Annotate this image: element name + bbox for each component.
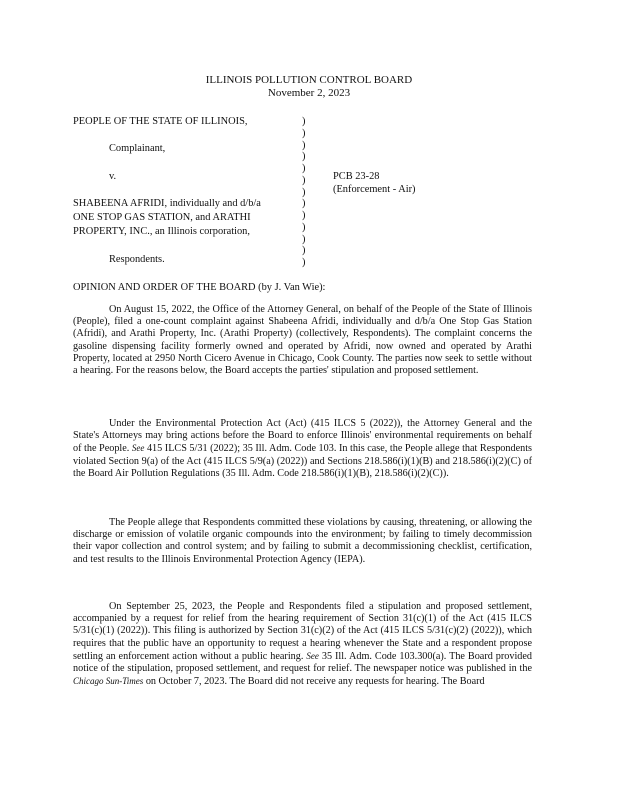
- paragraph-4-text-b: 35 Ill. Adm. Code 103.300(a). The Board provided notice of the stipulation, proposed settlement, and request for relief. The newspaper notice was published in the: [73, 650, 532, 675]
- caption-respondents: Respondents.: [109, 254, 165, 265]
- caption-people: PEOPLE OF THE STATE OF ILLINOIS,: [73, 116, 248, 127]
- opinion-heading: OPINION AND ORDER OF THE BOARD (by J. Van Wie):: [73, 282, 326, 293]
- paragraph-4-newspaper: Chicago Sun-Times: [73, 676, 144, 687]
- caption-complainant: Complainant,: [109, 143, 166, 154]
- opinion-date: November 2, 2023: [267, 87, 351, 99]
- paragraph-3-text: The People allege that Respondents committed these violations by causing, threatening, or allowing the discharge or emission of volatile organic compounds into the environment; by failing to timely decommission their vapor collection and control system; and by failing to submit a decommissioning checklist, certification, and test results to the Illinois Environmental Protection Agency (IEPA).: [73, 517, 532, 565]
- paragraph-1: [73, 304, 532, 377]
- case-number: PCB 23-28: [333, 171, 380, 182]
- paragraph-2-text-b: 415 ILCS 5/31 (2022); 35 Ill. Adm. Code 103. In this case, the People allege that Respondents violated Section 9(a) of the Act (415 ILCS 5/9(a) (2022)) and Sections 218.586(i)(1)(B) and 218.586(i)(2)(C) of the Board Air Pollution Regulations (35 Ill. Adm. Code 218.586(i)(1)(B), 218.586(i)(2)(C)).: [73, 443, 532, 479]
- paragraph-4-text-c: on October 7, 2023. The Board did not receive any requests for hearing. The Board: [145, 676, 485, 688]
- paragraph-2-text-a: Under the Environmental Protection Act (Act) (415 ILCS 5 (2022)), the Attorney General and the State's Attorneys may bring actions before the Board to enforce Illinois' environmental requirements on behalf of the People.: [73, 418, 532, 455]
- agency-title: ILLINOIS POLLUTION CONTROL BOARD: [205, 74, 413, 86]
- paragraph-3: [73, 517, 532, 566]
- paragraph-2: [73, 418, 532, 480]
- case-type: (Enforcement - Air): [333, 184, 416, 195]
- paragraph-4: [73, 601, 532, 688]
- caption-versus: v.: [109, 171, 117, 182]
- paragraph-4-text-a: On September 25, 2023, the People and Respondents filed a stipulation and proposed settlement, accompanied by a request for relief from the hearing requirement of Section 31(c)(1) of the Act (415 ILCS 5/31(c)(1) (2022)). This filing is authorized by Section 31(c)(2) of the Act (415 ILCS 5/31(c)(2) (2022)), which requires that the public have an opportunity to request a hearing whenever the State and a respondent propose settling an enforcement action without a public hearing.: [73, 601, 532, 662]
- caption-respondent-line-2: ONE STOP GAS STATION, and ARATHI: [73, 212, 251, 223]
- caption-respondent-line-1: SHABEENA AFRIDI, individually and d/b/a: [73, 198, 261, 209]
- paragraph-2-see: See: [131, 443, 145, 454]
- paragraph-1-text: On August 15, 2022, the Office of the Attorney General, on behalf of the People of the State of Illinois (People), filed a one-count complaint against Shabeena Afridi, individually and d/b/a One Stop Gas Station (Afridi), and Arathi Property, Inc. (Arathi Property) (collectively, Respondents). The complaint concerns the gasoline dispensing facility formerly owned and operated by Afridi, now owned and operated by Arathi Property, located at 2950 North Cicero Avenue in Chicago, Cook County. The parties now seek to settle without a hearing. For the reasons below, the Board accepts the parties' stipulation and proposed settlement.: [73, 304, 532, 377]
- paragraph-4-see: See: [306, 650, 319, 661]
- caption-parentheses: ) ) ) ) ) ) ) ) ) ) ) ) ): [302, 116, 306, 268]
- caption-respondent-line-3: PROPERTY, INC., an Illinois corporation,: [73, 226, 250, 237]
